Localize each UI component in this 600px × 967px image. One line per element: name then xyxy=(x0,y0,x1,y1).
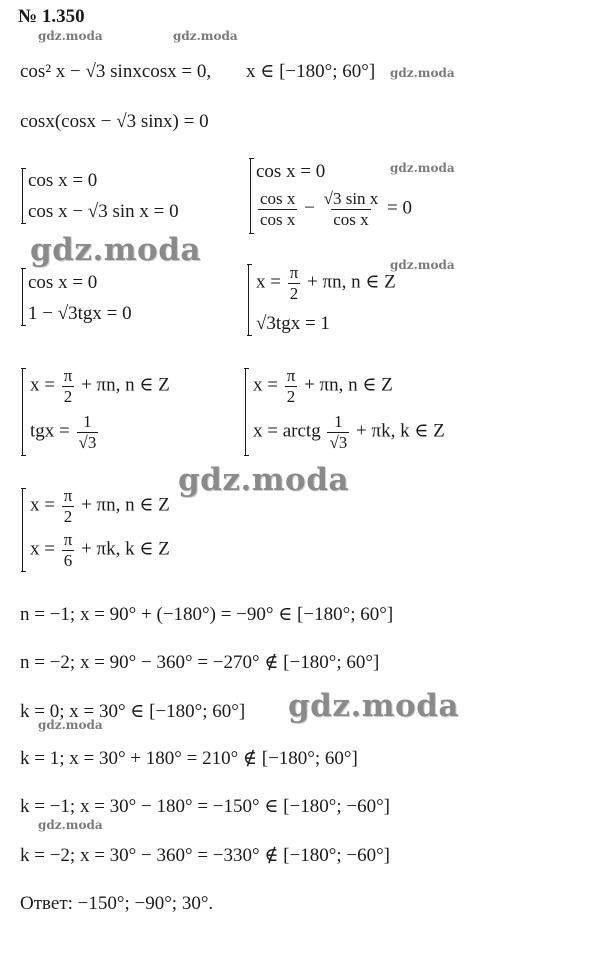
rhs: + πn, n ∈ Z xyxy=(81,374,170,396)
system-4-line-2: √3tgx = 1 xyxy=(256,313,330,334)
equals-zero: = 0 xyxy=(387,197,413,219)
fraction xyxy=(62,530,75,570)
system-3-line-2: 1 − √3tgx = 0 xyxy=(28,303,132,324)
check-line: n = −2; x = 90° − 360° = −270° ∉ [−180°; 60°] xyxy=(20,652,380,673)
rhs: + πn, n ∈ Z xyxy=(304,374,393,396)
fraction-denominator: 2 xyxy=(289,283,299,303)
check-line: k = 0; x = 30° ∈ [−180°; 60°] xyxy=(20,701,246,722)
fraction-denominator: cos x xyxy=(260,209,296,229)
system-bracket xyxy=(245,368,250,456)
fraction-denominator: 2 xyxy=(286,386,296,406)
system-bracket xyxy=(22,168,27,224)
watermark-large: gdz.moda xyxy=(30,232,201,268)
system-1-line-2: cos x − √3 sin x = 0 xyxy=(28,201,179,222)
factored-equation: cosx(cosx − √3 sinx) = 0 xyxy=(20,111,209,132)
fraction xyxy=(327,412,349,452)
lhs: x = xyxy=(30,494,55,516)
fraction-denominator: 2 xyxy=(63,386,73,406)
watermark-large: gdz.moda xyxy=(178,462,349,498)
system-bracket xyxy=(22,488,27,572)
answer: Ответ: −150°; −90°; 30°. xyxy=(20,893,214,914)
system-2-line-1: cos x = 0 xyxy=(256,161,326,182)
lhs: x = xyxy=(30,538,55,560)
fraction-denominator: √3 xyxy=(329,432,348,452)
fraction-denominator: cos x xyxy=(333,209,369,229)
fraction xyxy=(288,263,301,303)
system-6-line-2 xyxy=(253,412,445,452)
fraction-denominator: √3 xyxy=(78,432,97,452)
fraction-numerator: π xyxy=(63,530,73,549)
fraction-numerator: 1 xyxy=(334,412,343,431)
system-bracket xyxy=(22,368,27,456)
fraction-numerator: π xyxy=(289,263,299,282)
system-3-line-1: cos x = 0 xyxy=(28,272,98,293)
watermark-large: gdz.moda xyxy=(288,688,459,724)
rhs: + πn, n ∈ Z xyxy=(81,494,170,516)
system-6-line-1 xyxy=(253,366,393,406)
rhs: + πk, k ∈ Z xyxy=(81,538,170,560)
watermark: gdz.moda xyxy=(390,66,455,80)
system-4-line-1 xyxy=(256,263,396,303)
fraction-numerator: cos x xyxy=(260,189,296,208)
lhs: x = arctg xyxy=(253,420,321,442)
fraction xyxy=(258,189,297,229)
lhs: x = xyxy=(256,271,281,293)
fraction-numerator: π xyxy=(286,366,296,385)
fraction xyxy=(77,412,99,452)
check-line: n = −1; x = 90° + (−180°) = −90° ∈ [−180°; 60°] xyxy=(20,604,394,625)
interval-given: x ∈ [−180°; 60°] xyxy=(246,61,376,82)
lhs: x = xyxy=(30,374,55,396)
fraction xyxy=(62,486,75,526)
lhs: x = xyxy=(253,374,278,396)
lhs: tgx = xyxy=(30,420,70,442)
check-line: k = −1; x = 30° − 180° = −150° ∈ [−180°; −60°] xyxy=(20,796,390,817)
system-5-line-1 xyxy=(30,366,170,406)
watermark: gdz.moda xyxy=(38,718,103,732)
check-line: k = −2; x = 30° − 360° = −330° ∉ [−180°; −60°] xyxy=(20,845,390,866)
fraction xyxy=(285,366,298,406)
system-bracket xyxy=(250,158,255,234)
check-line: k = 1; x = 30° + 180° = 210° ∉ [−180°; 60°] xyxy=(20,748,358,769)
system-bracket xyxy=(248,264,253,336)
system-bracket xyxy=(22,268,27,326)
system-1-line-1: cos x = 0 xyxy=(28,170,98,191)
watermark: gdz.moda xyxy=(390,258,455,272)
watermark: gdz.moda xyxy=(38,29,103,43)
fraction-numerator: 1 xyxy=(83,412,92,431)
fraction-denominator: 6 xyxy=(63,550,73,570)
watermark: gdz.moda xyxy=(390,161,455,175)
watermark: gdz.moda xyxy=(173,29,238,43)
system-7-line-2 xyxy=(30,530,170,570)
fraction xyxy=(322,189,381,229)
fraction-denominator: 2 xyxy=(63,506,73,526)
fraction-numerator: √3 sin x xyxy=(323,189,379,208)
system-2-line-2 xyxy=(256,189,412,229)
fraction xyxy=(62,366,75,406)
fraction-numerator: π xyxy=(63,366,73,385)
system-7-line-1 xyxy=(30,486,170,526)
problem-number: № 1.350 xyxy=(18,6,85,27)
watermark: gdz.moda xyxy=(38,818,103,832)
system-5-line-2 xyxy=(30,412,100,452)
fraction-numerator: π xyxy=(63,486,73,505)
minus-sign: − xyxy=(304,197,315,219)
equation-given: cos² x − √3 sinxcosx = 0, xyxy=(20,61,212,82)
rhs: + πk, k ∈ Z xyxy=(356,420,445,442)
rhs: + πn, n ∈ Z xyxy=(307,271,396,293)
